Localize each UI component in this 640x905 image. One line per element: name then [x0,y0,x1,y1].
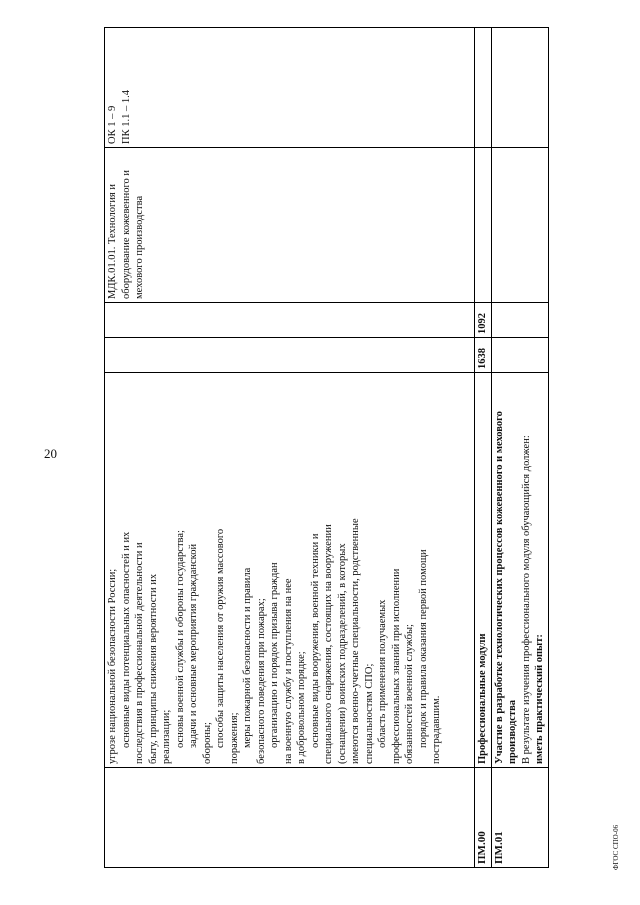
continuation-line: порядок и правила оказания первой помощи [417,549,429,748]
table-row-pm01 [491,28,548,868]
continuation-line: обязанностей военной службы; [404,624,415,764]
continuation-line: профессиональных знаний при исполнении [390,568,402,764]
continuation-line: основные виды потенциальных опасностей и их [120,531,132,748]
continuation-line: (оснащении) воинских подразделений, в которых [336,543,348,764]
discipline-name: МДК.01.01. Технология и оборудование кожевенного и мехового производства [107,169,145,299]
intro-pm01: В результате изучения профессионального модуля обучающийся должен: [520,435,532,764]
continuation-line: специальностям СПО; [363,663,375,764]
competencies-pm01-empty [491,28,548,148]
discipline-pm01-empty [491,148,548,303]
discipline-cell [105,148,475,303]
continuation-line: быту, принципы снижения вероятности их [147,573,159,764]
continuation-line: на военную службу и поступления на нее [282,578,294,764]
page-number: 20 [44,446,57,461]
code-pm00: ПМ.00 [475,768,492,868]
continuation-line: меры пожарной безопасности и правила [242,567,253,748]
continuation-line: реализации; [161,709,172,764]
continuation-line: поражения; [228,712,240,764]
rotated-table-container [104,28,545,868]
obligatory-hours-cell-empty [105,303,475,338]
code-pm01: ПМ.01 [491,768,548,868]
total-hours-pm01-empty [491,338,548,373]
continuation-line: основные виды вооружения, военной техники и [309,533,321,748]
title-pm01-cell [491,373,548,768]
table-row-continuation [105,28,475,868]
subhead-pm01: иметь практический опыт: [534,634,545,764]
continuation-line: угрозе национальной безопасности России; [107,568,118,764]
continuation-line: пострадавшим. [431,695,442,764]
code-cell-empty [105,768,475,868]
continuation-line: в добровольном порядке; [296,651,307,764]
continuation-line: имеются военно-учетные специальности, родственные [350,518,361,764]
title-pm01: Участие в разработке технологических процессов кожевенного и мехового производства [493,411,518,764]
obligatory-hours-pm00: 1092 [475,303,492,338]
competencies-cell [105,28,475,148]
continuation-line: задачи и основные мероприятия гражданской [188,543,199,748]
continuation-text-cell [105,373,475,768]
continuation-line: последствия в профессиональной деятельности и [134,542,145,764]
continuation-line: безопасного поведения при пожарах; [255,598,267,764]
competencies-pm00-empty [475,28,492,148]
continuation-line: область применения получаемых [377,599,388,748]
total-hours-pm00: 1638 [475,338,492,373]
title-pm00: Профессиональные модули [475,373,492,768]
competency-pk: ПК 1.1 – 1.4 [120,90,132,144]
continuation-line: основы военной службы и обороны государства; [174,530,186,748]
continuation-line: способы защиты населения от оружия массового [215,528,226,748]
continuation-lines [106,376,444,764]
competency-ok: ОК 1 – 9 [107,105,118,144]
continuation-line: специального снаряжения, состоящих на вооружении [323,524,334,764]
total-hours-cell-empty [105,338,475,373]
obligatory-hours-pm01-empty [491,303,548,338]
table-row-pm00 [475,28,492,868]
discipline-pm00-empty [475,148,492,303]
continuation-line: организацию и порядок призыва граждан [269,562,280,748]
footer-label: ФГОС СПО-06 [612,824,620,870]
curriculum-table [104,27,549,868]
continuation-line: обороны; [201,722,213,764]
